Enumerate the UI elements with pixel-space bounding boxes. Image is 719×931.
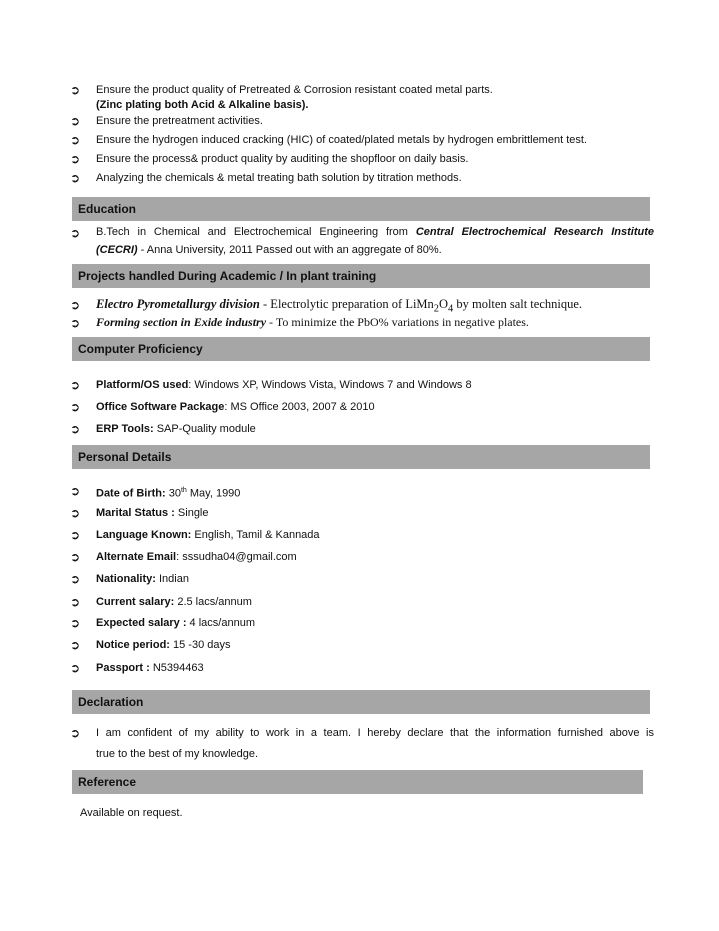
field-value: 15 -30 days (169, 639, 231, 651)
reference-text: Available on request. (80, 807, 183, 819)
project-desc: - To minimize the PbO% variations in negative plates. (269, 315, 529, 329)
arrow-bullet-icon: ➲ (70, 133, 81, 147)
arrow-bullet-icon: ➲ (70, 83, 81, 97)
arrow-bullet-icon: ➲ (70, 550, 81, 564)
field-label: Office Software Package (96, 401, 225, 413)
arrow-bullet-icon: ➲ (70, 616, 81, 630)
arrow-bullet-icon: ➲ (70, 638, 81, 652)
field-label: Passport : (96, 662, 150, 674)
field-value: Single (174, 507, 209, 519)
arrow-bullet-icon: ➲ (70, 595, 81, 609)
arrow-bullet-icon: ➲ (70, 171, 81, 185)
project-desc: - Electrolytic preparation of LiMn (263, 297, 434, 311)
arrow-bullet-icon: ➲ (70, 422, 81, 436)
education-line-2 (96, 243, 442, 257)
resume-page: ➲ Ensure the product quality of Pretreated & Corrosion resistant coated metal parts. (Zinc plating both Acid & Alkaline basis). ➲ Ensure the pretreatment activities. ➲ Ensure the hydrogen induced cracking (HIC) of coated/plated metals by hydrogen embrittlement test. ➲ Ensure the process& product quality by auditing the shopfloor on daily basis. ➲ Analyzing the chemicals & metal treating bath solution by titration methods. Education ➲ B.Tech in Chemical and Electrochemical Engineering from Central Electrochemical Research Institute (CECRI) - Anna University, 2011 Passed out with an aggregate of 80%. Projects handled During Academic / In plant training ➲ Electro Pyrometallurgy division - Electrolytic preparation of $LiMn_2O_4$ by molten salt technique. ➲ Forming section in Exide industry - To minimize the PbO% variations in negative plates. Computer Proficiency ➲ Platform/OS used: Windows XP, Windows Vista, Windows 7 and Windows 8 ➲ Office Software Package: MS Office 2003, 2007 & 2010 ➲ ERP Tools: SAP-Quality module Personal Details ➲ Date of Birth: 30th May, 1990 ➲ Marital Status : Single ➲ Language Known: English, Tamil & Kannada ➲ Alternate Email: sssudha04@gmail.com ➲ Nationality: Indian ➲ Current salary: 2.5 lacs/annum ➲ Expected salary : 4 lacs/annum ➲ Notice period: 15 -30 days ➲ Passport : N5394463 Declaration ➲ I am confident of my ability to work in a team. I hereby declare that the information furnished above is true to the best of my knowledge. Reference Available on request. (70, 83, 655, 819)
list-item-text: Ensure the product quality of Pretreated & Corrosion resistant coated metal parts. (96, 84, 493, 96)
field-value: : Windows XP, Windows Vista, Windows 7 and Windows 8 (188, 379, 472, 391)
project-title: Forming section in Exide industry (96, 315, 267, 329)
education-abbr: (CECRI) (96, 244, 138, 256)
arrow-bullet-icon: ➲ (70, 506, 81, 520)
section-header-education: Education (72, 197, 650, 221)
field-label: Current salary: (96, 596, 175, 608)
field-label: Expected salary : (96, 617, 187, 629)
education-details: - Anna University, 2011 Passed out with an aggregate of 80%. (140, 244, 442, 256)
field-label: Date of Birth: (96, 487, 166, 500)
arrow-bullet-icon: ➲ (70, 152, 81, 166)
field-value: SAP-Quality module (153, 423, 256, 435)
field-label: Notice period: (96, 639, 170, 651)
list-item-subline: (Zinc plating both Acid & Alkaline basis). (96, 99, 309, 111)
arrow-bullet-icon: ➲ (70, 114, 81, 128)
field-label: Language Known: (96, 529, 192, 541)
list-item-text: Ensure the hydrogen induced cracking (HIC) of coated/plated metals by hydrogen embrittlement test. (96, 134, 587, 146)
field-label: Alternate Email (96, 551, 177, 563)
arrow-bullet-icon: ➲ (70, 528, 81, 542)
field-value: English, Tamil & Kannada (191, 529, 320, 541)
field-value: 30 (165, 487, 181, 500)
field-label: ERP Tools: (96, 423, 154, 435)
field-label: Nationality: (96, 573, 156, 585)
section-header-reference: Reference (72, 770, 643, 794)
section-header-projects: Projects handled During Academic / In plant training (72, 264, 650, 288)
arrow-bullet-icon: ➲ (70, 316, 81, 330)
section-header-personal: Personal Details (72, 445, 650, 469)
arrow-bullet-icon: ➲ (70, 484, 81, 498)
declaration-line-2: true to the best of my knowledge. (96, 748, 259, 760)
list-item-text: Ensure the pretreatment activities. (96, 115, 263, 127)
arrow-bullet-icon: ➲ (70, 572, 81, 586)
arrow-bullet-icon: ➲ (70, 378, 81, 392)
field-label: Platform/OS used (96, 379, 189, 391)
education-degree: B.Tech in Chemical and Electrochemical Engineering from (96, 226, 408, 238)
field-value: : sssudha04@gmail.com (176, 551, 297, 563)
list-item-text: Analyzing the chemicals & metal treating bath solution by titration methods. (96, 172, 462, 184)
declaration-line-1: I am confident of my ability to work in a team. I hereby declare that the information furnished above is (96, 727, 654, 739)
field-value: : MS Office 2003, 2007 & 2010 (224, 401, 375, 413)
field-value: N5394463 (149, 662, 204, 674)
education-institute: Central Electrochemical Research Institute (415, 226, 655, 238)
field-value: Indian (155, 573, 189, 585)
field-value: 4 lacs/annum (186, 617, 255, 629)
section-header-declaration: Declaration (72, 690, 650, 714)
field-value: 2.5 lacs/annum (174, 596, 252, 608)
section-header-computer: Computer Proficiency (72, 337, 650, 361)
project-title: Electro Pyrometallurgy division (96, 297, 260, 311)
arrow-bullet-icon: ➲ (70, 661, 81, 675)
arrow-bullet-icon: ➲ (70, 226, 81, 240)
education-line (96, 223, 654, 241)
arrow-bullet-icon: ➲ (70, 726, 81, 740)
arrow-bullet-icon: ➲ (70, 298, 81, 312)
list-item-text: Ensure the process& product quality by auditing the shopfloor on daily basis. (96, 153, 469, 165)
arrow-bullet-icon: ➲ (70, 400, 81, 414)
field-label: Marital Status : (96, 507, 175, 519)
